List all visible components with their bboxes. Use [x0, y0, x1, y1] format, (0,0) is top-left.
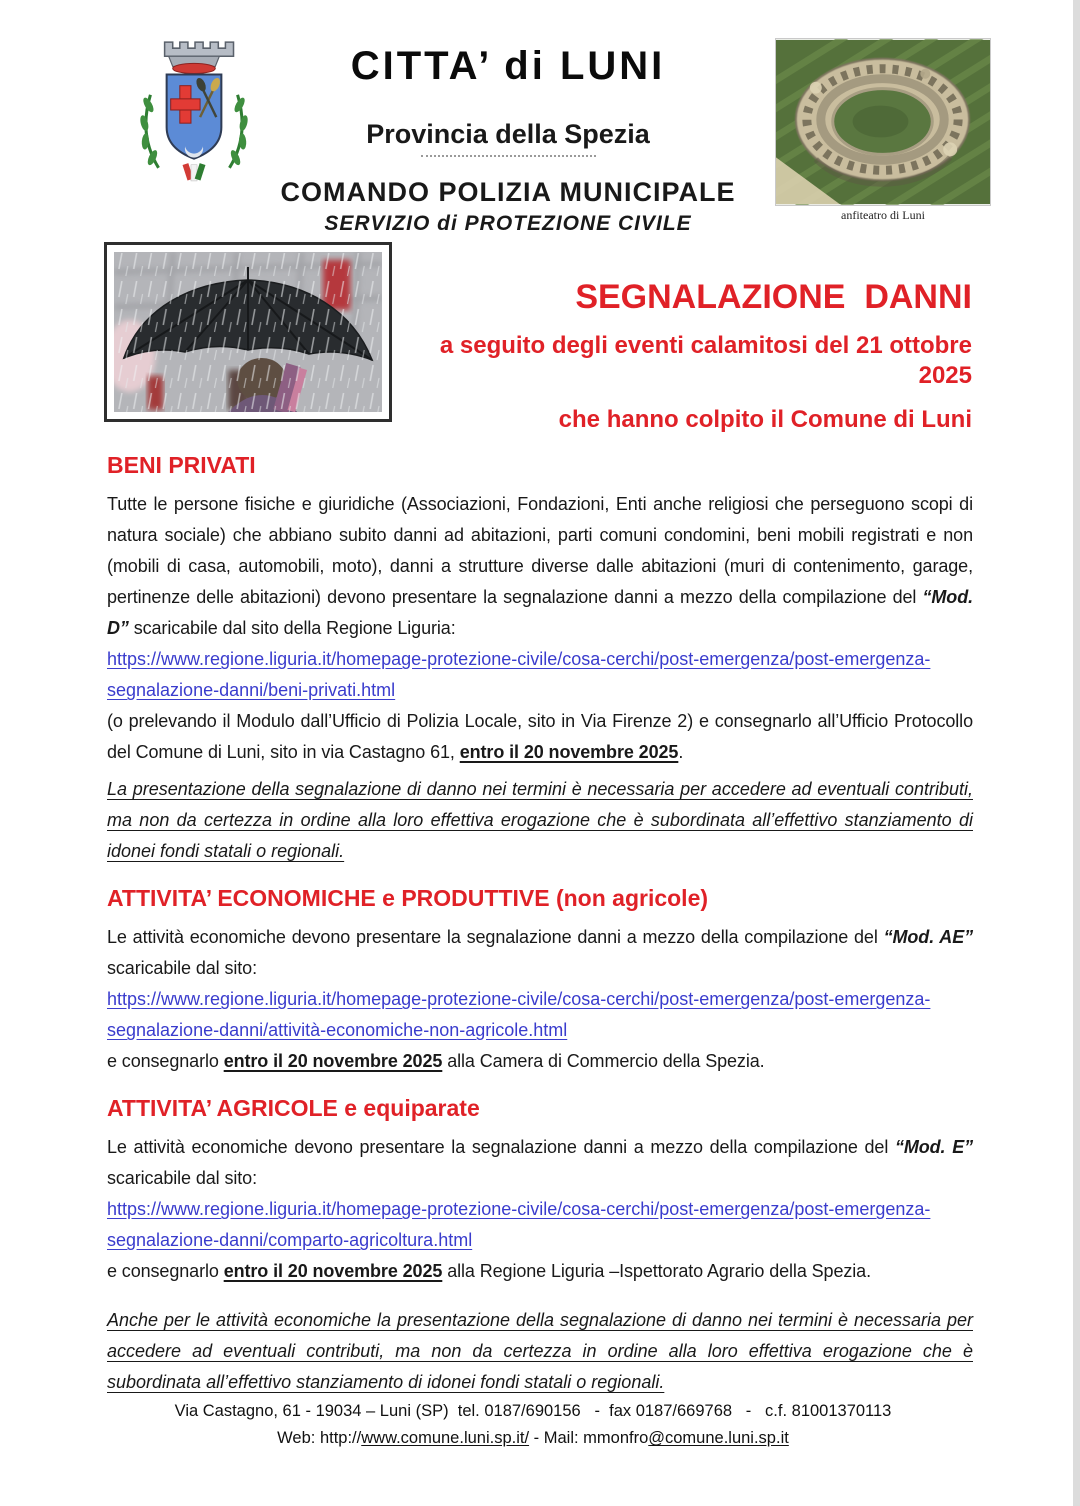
agricole-paragraph [107, 1132, 973, 1194]
economiche-text-tail: scaricabile dal sito: [107, 958, 257, 978]
spacer [107, 1287, 973, 1299]
deadline-attivita-economiche: entro il 20 novembre 2025 [223, 1051, 443, 1071]
coat-of-arms-icon [128, 34, 260, 186]
header-subtitle: Provincia della Spezia [366, 119, 650, 149]
beni-privati-delivery [107, 706, 973, 768]
economiche-delivery [107, 1046, 973, 1077]
footer-mail-prefix: - Mail: mmonfro [529, 1429, 649, 1447]
mod-e-label: “Mod. E” [894, 1137, 973, 1157]
section-heading-attivita-agricole: ATTIVITA’ AGRICOLE e equiparate [107, 1095, 480, 1121]
header-service: SERVIZIO di PROTEZIONE CIVILE [324, 212, 692, 235]
subtitle-divider [421, 153, 596, 157]
footer-website-link[interactable]: www.comune.luni.sp.it/ [361, 1429, 530, 1447]
agricole-text: Le attività economiche devono presentare la segnalazione danni a mezzo della compilazione del [107, 1137, 895, 1157]
delivery-text-tail: . [678, 742, 684, 762]
section-heading-beni-privati: BENI PRIVATI [107, 452, 256, 478]
deadline-beni-privati: entro il 20 novembre 2025 [459, 742, 679, 762]
link-attivita-economiche[interactable]: https://www.regione.liguria.it/homepage-protezione-civile/cosa-cerchi/post-emergenza/post-emergenza-segnalazione-danni/attività-economiche-non-agricole.html [107, 989, 931, 1040]
footer-web-prefix: Web: http:// [277, 1429, 362, 1447]
footer-address-line: Via Castagno, 61 - 19034 – Luni (SP) tel. 0187/690156 - fax 0187/669768 - c.f. 81001370113 [174, 1402, 892, 1420]
umbrella-rain-photo [104, 242, 392, 422]
economiche-delivery-tail: alla Camera di Commercio della Spezia. [442, 1051, 765, 1071]
document-body [107, 452, 973, 1398]
final-note: Anche per le attività economiche la presentazione della segnalazione di danno nei termini è necessaria per accedere ad eventuali contributi, ma non da certezza in ordine alla loro effettiva erogazione che è subordinata all’effettivo stanziamento di idonei fondi statali o regionali. [107, 1310, 973, 1392]
amphitheater-photo [775, 38, 991, 223]
mod-d-label: “Mod. D” [107, 587, 973, 638]
agricole-text-tail: scaricabile dal sito: [107, 1168, 257, 1188]
economiche-text: Le attività economiche devono presentare la segnalazione danni a mezzo della compilazione del [107, 927, 884, 947]
agricole-delivery [107, 1256, 973, 1287]
link-beni-privati[interactable]: https://www.regione.liguria.it/homepage-protezione-civile/cosa-cerchi/post-emergenza/post-emergenza-segnalazione-danni/beni-privati.html [107, 649, 931, 700]
footer-contacts-line [0, 1425, 1066, 1452]
delivery-text: (o prelevando il Modulo dall’Ufficio di Polizia Locale, sito in Via Firenze 2) e consegnarlo all’Ufficio Protocollo del Comune di Luni, sito in via Castagno 61, [107, 711, 973, 762]
footer [0, 1398, 1066, 1452]
agricole-delivery-text: e consegnarlo [107, 1261, 224, 1281]
beni-privati-paragraph [107, 489, 973, 644]
banner-subtitle-line1: a seguito degli eventi calamitosi del 21 ottobre 2025 [439, 332, 972, 389]
economiche-paragraph [107, 922, 973, 984]
mod-ae-label: “Mod. AE” [883, 927, 973, 947]
page-edge-shadow [1073, 0, 1080, 1506]
economiche-delivery-text: e consegnarlo [107, 1051, 224, 1071]
deadline-attivita-agricole: entro il 20 novembre 2025 [223, 1261, 443, 1281]
banner-subtitle-line2: che hanno colpito il Comune di Luni [558, 406, 972, 433]
link-attivita-agricole[interactable]: https://www.regione.liguria.it/homepage-protezione-civile/cosa-cerchi/post-emergenza/post-emergenza-segnalazione-danni/comparto-agricoltura.html [107, 1199, 931, 1250]
agricole-delivery-tail: alla Regione Liguria –Ispettorato Agrario della Spezia. [442, 1261, 871, 1281]
beni-privati-text-tail: scaricabile dal sito della Regione Liguria: [128, 618, 456, 638]
section-heading-attivita-economiche: ATTIVITA’ ECONOMICHE e PRODUTTIVE (non agricole) [107, 885, 709, 911]
beni-privati-text: Tutte le persone fisiche e giuridiche (Associazioni, Fondazioni, Enti anche religiosi che perseguono scopi di natura sociale) che abbiano subito danni ad abitazioni, parti comuni condomini, beni mobili registrati e non (mobili di casa, automobili, moto), danni a strutture diverse dalle abitazioni (muri di contenimento, garage, pertinenze delle abitazioni) devono presentare la segnalazione danni a mezzo della compilazione del [107, 494, 973, 607]
page-title: CITTA’ di LUNI [350, 44, 666, 88]
header-command: COMANDO POLIZIA MUNICIPALE [280, 177, 736, 207]
photo-caption: anfiteatro di Luni [841, 208, 925, 222]
note-beni-privati: La presentazione della segnalazione di danno nei termini è necessaria per accedere ad eventuali contributi, ma non da certezza in ordine alla loro effettiva erogazione che è subordinata all’effettivo stanziamento di idonei fondi statali o regionali. [107, 779, 973, 861]
banner-title: SEGNALAZIONE DANNI [575, 278, 972, 316]
footer-email-link[interactable]: @comune.luni.sp.it [648, 1429, 789, 1447]
